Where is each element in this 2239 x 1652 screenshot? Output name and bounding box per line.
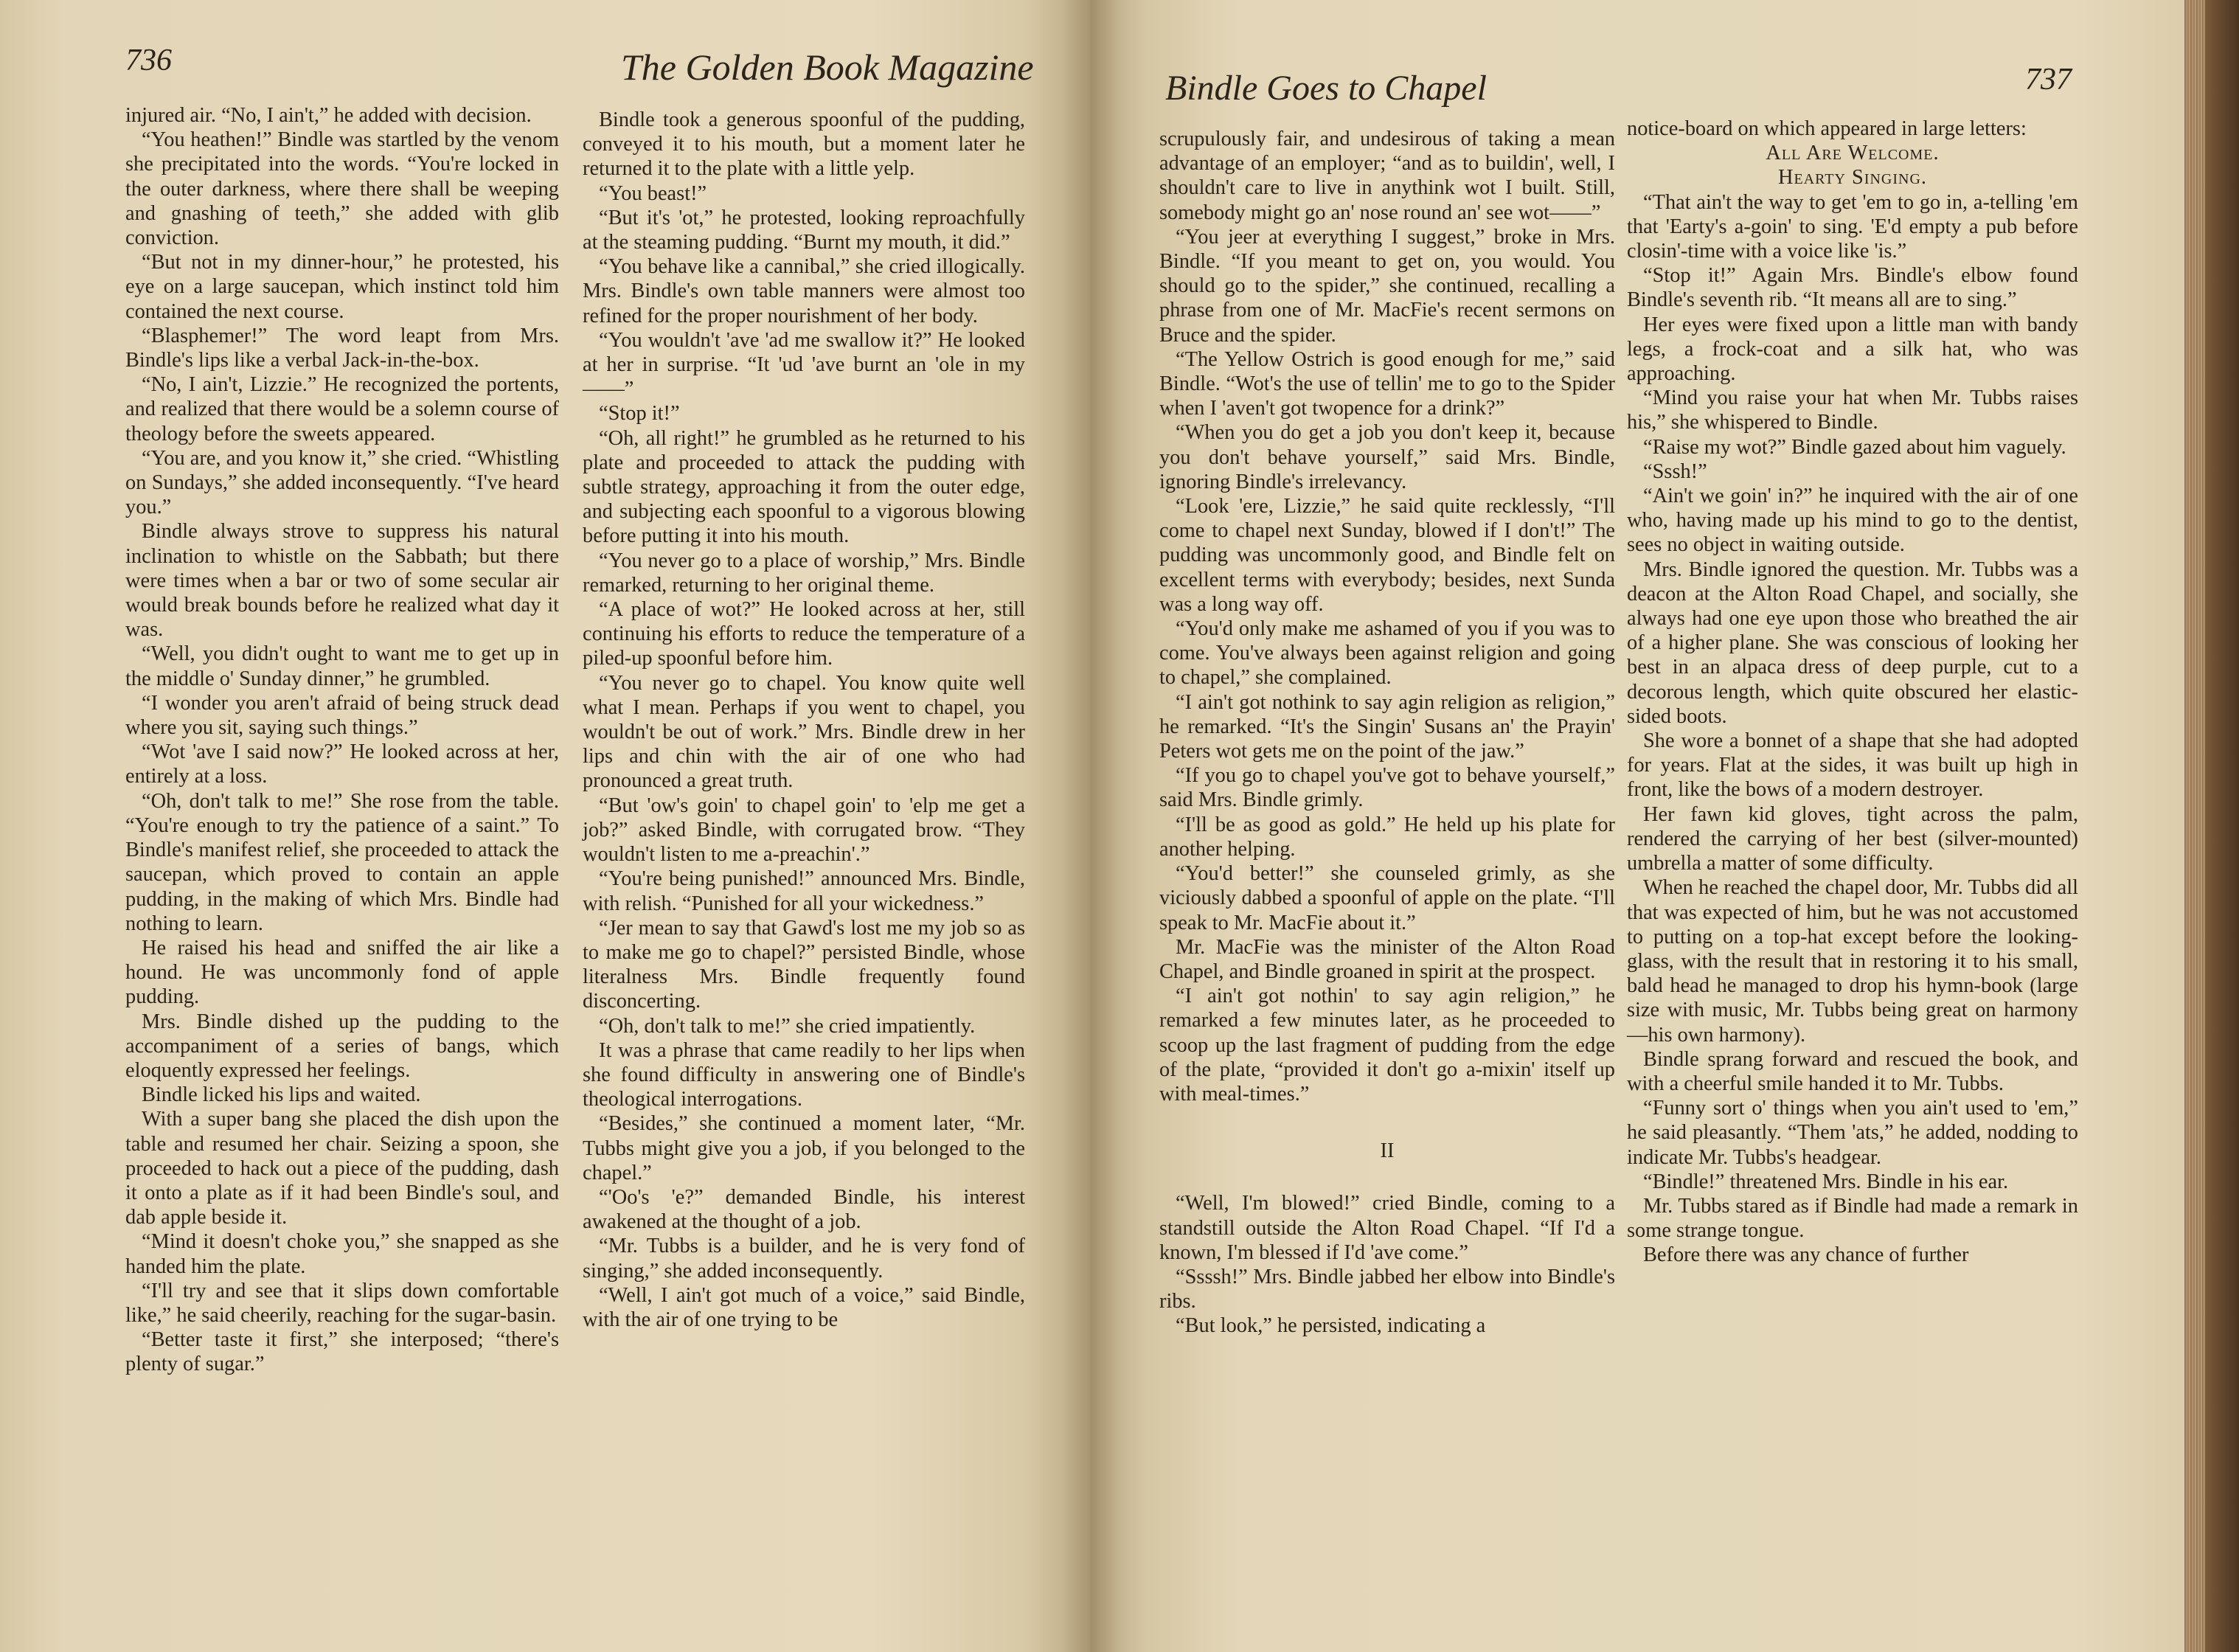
left-column-1 xyxy=(125,103,559,1377)
paragraph: “You jeer at everything I suggest,” broke in Mrs. Bindle. “If you meant to get on, you would. You should go to the spider,” she continued, recalling a phrase from one of Mr. MacFie's recent sermons on Bruce and the spider. xyxy=(1159,225,1615,347)
notice-board-line: Hearty Singing. xyxy=(1777,166,1928,190)
paragraph: “Ssssh!” Mrs. Bindle jabbed her elbow into Bindle's ribs. xyxy=(1159,1265,1615,1313)
paragraph: “But it's 'ot,” he protested, looking reproachfully at the steaming pudding. “Burnt my mouth, it did.” xyxy=(583,206,1025,254)
paragraph: “Better taste it first,” she interposed; “there's plenty of sugar.” xyxy=(125,1328,559,1376)
paragraph: “Raise my wot?” Bindle gazed about him vaguely. xyxy=(1643,435,2066,459)
paragraph: Mrs. Bindle ignored the question. Mr. Tubbs was a deacon at the Alton Road Chapel, and socially, she always had one eye upon those who breathed the air of a higher plane. She was conscious of looking her best in an alpaca dress of deep purple, cut to a decorous length, which quite obscured her elastic-sided boots. xyxy=(1627,558,2078,728)
paragraph: “Stop it!” xyxy=(599,402,680,426)
paragraph: “The Yellow Ostrich is good enough for me,” said Bindle. “Wot's the use of tellin' me to go to the Spider when I 'aven't got twopence for a drink?” xyxy=(1159,347,1615,420)
paragraph: He raised his head and sniffed the air like a hound. He was uncommonly fond of apple pudding. xyxy=(125,936,559,1009)
paragraph: “You'd only make me ashamed of you if you was to come. You've always been against religion and going to chapel,” she complained. xyxy=(1159,617,1615,690)
paragraph: notice-board on which appeared in large letters: xyxy=(1627,117,2027,140)
running-head-left: The Golden Book Magazine xyxy=(621,46,1034,88)
section-heading: II xyxy=(1380,1139,1395,1163)
paragraph: Her eyes were fixed upon a little man with bandy legs, a frock-coat and a silk hat, who was approaching. xyxy=(1627,313,2078,386)
paragraph: “Well, I'm blowed!” cried Bindle, coming to a standstill outside the Alton Road Chapel. “If I'd a known, I'm blessed if I'd 'ave come.” xyxy=(1159,1192,1615,1264)
paragraph: Mr. Tubbs stared as if Bindle had made a remark in some strange tongue. xyxy=(1627,1194,2078,1243)
paragraph: scrupulously fair, and undesirous of taking a mean advantage of an employer; “and as to buildin', well, I shouldn't care to live in anythink wot I built. Still, somebody might go an' nose round an' see wot——” xyxy=(1159,128,1615,224)
paragraph: “If you go to chapel you've got to behave yourself,” said Mrs. Bindle grimly. xyxy=(1159,764,1615,812)
paragraph: “Besides,” she continued a moment later, “Mr. Tubbs might give you a job, if you belonged to the chapel.” xyxy=(583,1112,1025,1184)
paragraph: Bindle licked his lips and waited. xyxy=(142,1083,421,1107)
paragraph: Mrs. Bindle dished up the pudding to the accompaniment of a series of bangs, which eloquently expressed her feelings. xyxy=(125,1010,559,1082)
paragraph: “Well, I ain't got much of a voice,” said Bindle, with the air of one trying to be xyxy=(583,1283,1025,1331)
paragraph: “But not in my dinner-hour,” he protested, his eye on a large saucepan, which instinct told him contained the next course. xyxy=(125,251,559,323)
paragraph: “I'll be as good as gold.” He held up his plate for another helping. xyxy=(1159,813,1615,861)
paragraph: It was a phrase that came readily to her lips when she found difficulty in answering one of Bindle's theological interrogations. xyxy=(583,1038,1025,1111)
paragraph: Bindle sprang forward and rescued the book, and with a cheerful smile handed it to Mr. Tubbs. xyxy=(1627,1047,2078,1095)
paragraph: Mr. MacFie was the minister of the Alton Road Chapel, and Bindle groaned in spirit at the prospect. xyxy=(1159,935,1615,983)
paragraph: “But look,” he persisted, indicating a xyxy=(1176,1314,1486,1338)
paragraph: “No, I ain't, Lizzie.” He recognized the portents, and realized that there would be a solemn course of theology before the sweets appeared. xyxy=(125,373,559,445)
paragraph: “Sssh!” xyxy=(1643,459,1707,483)
left-page xyxy=(0,0,1090,1652)
paragraph: “Blasphemer!” The word leapt from Mrs. Bindle's lips like a verbal Jack-in-the-box. xyxy=(125,324,559,372)
paragraph: “You'd better!” she counseled grimly, as she viciously dabbed a spoonful of apple on the plate. “I'll speak to Mr. MacFie about it.” xyxy=(1159,862,1615,934)
paragraph: “You are, and you know it,” she cried. “Whistling on Sundays,” she added inconsequently. “I've heard you.” xyxy=(125,446,559,519)
right-column-2 xyxy=(1627,117,2078,1268)
paragraph: “You beast!” xyxy=(599,181,707,205)
paragraph: injured air. “No, I ain't,” he added with decision. xyxy=(125,104,532,127)
paragraph: “You behave like a cannibal,” she cried illogically. Mrs. Bindle's own table manners were almost too refined for the proper nourishment of her body. xyxy=(583,255,1025,327)
right-page xyxy=(1090,0,2184,1652)
paragraph: “I'll try and see that it slips down comfortable like,” he said cheerily, reaching for the sugar-basin. xyxy=(125,1279,559,1327)
paragraph: “Well, you didn't ought to want me to get up in the middle o' Sunday dinner,” he grumbled. xyxy=(125,642,559,690)
paragraph: “Bindle!” threatened Mrs. Bindle in his ear. xyxy=(1643,1170,2009,1193)
paragraph: “When you do get a job you don't keep it, because you don't behave yourself,” said Mrs. Bindle, ignoring Bindle's irrelevancy. xyxy=(1159,421,1615,493)
paragraph: “Ain't we goin' in?” he inquired with the air of one who, having made up his mind to go to the dentist, sees no object in waiting outside. xyxy=(1627,485,2078,557)
paragraph: “Stop it!” Again Mrs. Bindle's elbow found Bindle's seventh rib. “It means all are to sing.” xyxy=(1627,264,2078,312)
page-number-left: 736 xyxy=(125,44,172,77)
paragraph: “Funny sort o' things when you ain't used to 'em,” he said pleasantly. “Them 'ats,” he added, nodding to indicate Mr. Tubbs's headgear. xyxy=(1627,1097,2078,1169)
left-column-2 xyxy=(583,108,1025,1332)
page-number-right: 737 xyxy=(2025,63,2072,97)
paragraph: Bindle always strove to suppress his natural inclination to whistle on the Sabbath; but there were times when a bar or two of some secular air would break bounds before he realized what day it was. xyxy=(125,520,559,642)
paragraph: “Mr. Tubbs is a builder, and he is very fond of singing,” she added inconsequently. xyxy=(583,1235,1025,1283)
right-column-1 xyxy=(1159,127,1615,1339)
paragraph: “You heathen!” Bindle was startled by the venom she precipitated into the words. “You're locked in the outer darkness, where there shall be weeping and gnashing of teeth,” she added with glib conviction. xyxy=(125,128,559,250)
paragraph: “I ain't got nothin' to say agin religion,” he remarked a few minutes later, as he proceeded to scoop up the last fragment of pudding from the edge of the plate, “provided it don't go a-mixin' itself up with meal-times.” xyxy=(1159,985,1615,1106)
paragraph: “You never go to chapel. You know quite well what I mean. Perhaps if you went to chapel, you wouldn't be out of work.” Mrs. Bindle drew in her lips and chin with the air of one who had pronounced a great truth. xyxy=(583,671,1025,793)
paragraph: “Oh, all right!” he grumbled as he returned to his plate and proceeded to attack the pudding with subtle strategy, approaching it from the outer edge, and subjecting each spoonful to a vigorous blowing before putting it into his mouth. xyxy=(583,426,1025,548)
notice-board-line: All Are Welcome. xyxy=(1766,142,1940,165)
paragraph: With a super bang she placed the dish upon the table and resumed her chair. Seizing a spoon, she proceeded to hack out a piece of the pudding, dash it onto a plate as if it had been Bindle's soul, and dab apple beside it. xyxy=(125,1108,559,1229)
paragraph: “You wouldn't 'ave 'ad me swallow it?” He looked at her in surprise. “It 'ud 'ave burnt an 'ole in my——” xyxy=(583,328,1025,401)
paragraph: “Wot 'ave I said now?” He looked across at her, entirely at a loss. xyxy=(125,740,559,788)
paragraph: When he reached the chapel door, Mr. Tubbs did all that was expected of him, but he was not accustomed to putting on a top-hat except before the looking-glass, with the result that in restoring it to his small, bald head he managed to drop his hymn-book (large size with music, Mr. Tubbs being great on harmony—his own harmony). xyxy=(1627,876,2078,1047)
paragraph: “You're being punished!” announced Mrs. Bindle, with relish. “Punished for all your wickedness.” xyxy=(583,867,1025,915)
paragraph: “A place of wot?” He looked across at her, still continuing his efforts to reduce the temperature of a piled-up spoonful before him. xyxy=(583,598,1025,670)
paragraph: “Look 'ere, Lizzie,” he said quite recklessly, “I'll come to chapel next Sunday, blowed if I don't!” The pudding was uncommonly good, and Bindle felt on excellent terms with everybody; besides, next Sunda was a long way off. xyxy=(1159,495,1615,616)
paragraph: “Oh, don't talk to me!” She rose from the table. “You're enough to try the patience of a saint.” To Bindle's manifest relief, she proceeded to attack the saucepan, which proved to contain an apple pudding, in the making of which Mrs. Bindle had nothing to learn. xyxy=(125,789,559,935)
paragraph: “Mind it doesn't choke you,” she snapped as she handed him the plate. xyxy=(125,1230,559,1278)
paragraph: “You never go to a place of worship,” Mrs. Bindle remarked, returning to her original theme. xyxy=(583,549,1025,597)
paragraph: “Jer mean to say that Gawd's lost me my job so as to make me go to chapel?” persisted Bindle, whose literalness Mrs. Bindle frequently found disconcerting. xyxy=(583,916,1025,1013)
paragraph: She wore a bonnet of a shape that she had adopted for years. Flat at the sides, it was built up high in front, like the bows of a modern destroyer. xyxy=(1627,729,2078,802)
paragraph: Before there was any chance of further xyxy=(1643,1243,1969,1267)
paragraph: “Oh, don't talk to me!” she cried impatiently. xyxy=(599,1014,976,1038)
paragraph: “That ain't the way to get 'em to go in, a-telling 'em that 'Earty's a-goin' to sing. 'E'd empty a pub before closin'-time with a voice like 'is.” xyxy=(1627,190,2078,263)
paragraph: Bindle took a generous spoonful of the pudding, conveyed it to his mouth, but a moment later he returned it to the plate with a little yelp. xyxy=(583,108,1025,181)
running-head-right: Bindle Goes to Chapel xyxy=(1165,69,1487,108)
paragraph: “But 'ow's goin' to chapel goin' to 'elp me get a job?” asked Bindle, with corrugated brow. “They wouldn't listen to me a-preachin'.” xyxy=(583,794,1025,867)
paragraph: “'Oo's 'e?” demanded Bindle, his interest awakened at the thought of a job. xyxy=(583,1185,1025,1234)
paragraph: Her fawn kid gloves, tight across the palm, rendered the carrying of her best (silver-mounted) umbrella a matter of some difficulty. xyxy=(1627,802,2078,875)
book-gutter xyxy=(1062,0,1121,1652)
paragraph: “Mind you raise your hat when Mr. Tubbs raises his,” she whispered to Bindle. xyxy=(1627,386,2078,434)
paragraph: “I ain't got nothink to say agin religion as religion,” he remarked. “It's the Singin' Susans an' the Prayin' Peters wot gets me on the point of the jaw.” xyxy=(1159,690,1615,763)
book-cover-edge xyxy=(2205,0,2239,1652)
paragraph: “I wonder you aren't afraid of being struck dead where you sit, saying such things.” xyxy=(125,691,559,740)
